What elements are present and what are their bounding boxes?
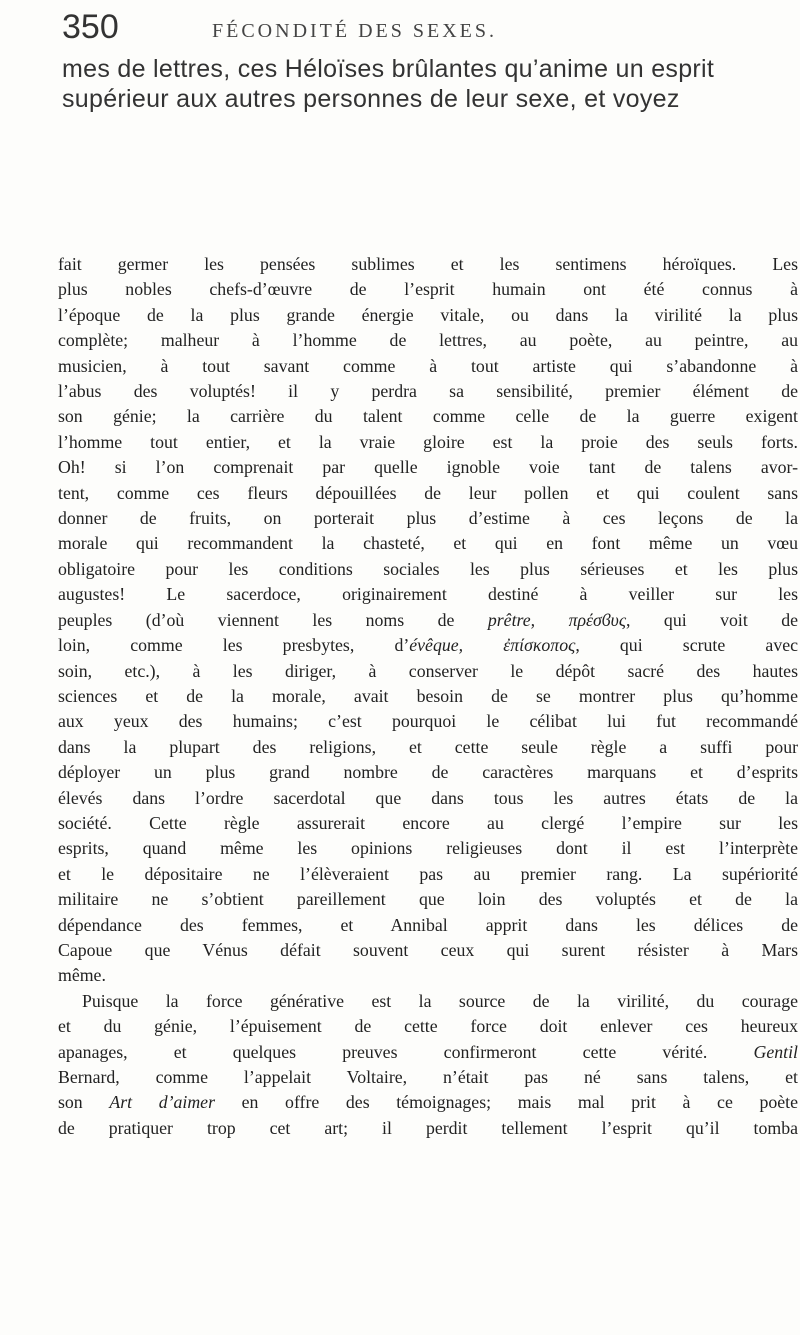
text-line: Puisque la force générative est la source de la virilité, du courage: [82, 990, 798, 1011]
text-line: [58, 608, 798, 633]
body-text: [58, 252, 798, 1141]
text-line: même.: [58, 965, 106, 986]
text-line: [58, 633, 798, 658]
text-line: augustes! Le sacerdoce, originairement destiné à veiller sur les: [58, 584, 798, 605]
italic-word-eveque: évêque,: [409, 635, 504, 656]
line-segment: , qui scrute avec: [575, 635, 798, 656]
text-line: l’homme tout entier, et la vraie gloire est la proie des seuls forts.: [58, 431, 798, 452]
italic-title-art-d-aimer: Art d’aimer: [109, 1092, 215, 1113]
running-title: FÉCONDITÉ DES SEXES.: [212, 20, 498, 42]
page-header: [62, 8, 762, 48]
text-line: mes de lettres, ces Héloïses brûlantes qu’anime un esprit: [62, 55, 715, 83]
text-line: déployer un plus grand nombre de caractères marquans et d’esprits: [58, 762, 798, 783]
line-segment: , qui voit de: [626, 609, 799, 630]
line-segment: son: [58, 1092, 110, 1113]
text-line: dans la plupart des religions, et cette seule règle a suffi pour: [58, 736, 798, 757]
text-line: fait germer les pensées sublimes et les sentimens héroïques. Les: [58, 254, 798, 274]
text-line: tent, comme ces fleurs dépouillées de leur pollen et qui coulent sans: [58, 482, 798, 503]
text-line: l’époque de la plus grande énergie vitale, ou dans la virilité la plus: [58, 304, 798, 325]
text-line: soin, etc.), à les diriger, à conserver le dépôt sacré des hautes: [58, 660, 798, 681]
line-segment: apanages, et quelques preuves confirmeront cette vérité.: [58, 1041, 754, 1062]
text-line: obligatoire pour les conditions sociales les plus sérieuses et les plus: [58, 558, 798, 579]
line-segment: loin, comme les presbytes, d’: [58, 635, 410, 656]
text-line: supérieur aux autres personnes de leur sexe, et voyez: [62, 85, 680, 113]
text-line: donner de fruits, on porterait plus d’estime à ces leçons de la: [58, 508, 798, 529]
text-line: esprits, quand même les opinions religieuses dont il est l’interprète: [58, 838, 798, 859]
text-line: [58, 1040, 798, 1065]
greek-word-episkopos: ἐπίσκοπος: [503, 635, 576, 656]
text-line: complète; malheur à l’homme de lettres, au poète, au peintre, au: [58, 330, 798, 351]
text-line: morale qui recommandent la chasteté, et qui en font même un vœu: [58, 533, 798, 554]
line-segment: peuples (d’où viennent les noms de: [58, 609, 488, 630]
text-line: [58, 1090, 798, 1115]
text-line: et du génie, l’épuisement de cette force doit enlever ces heureux: [58, 1016, 798, 1037]
text-line: dépendance des femmes, et Annibal apprit dans les délices de: [58, 914, 798, 935]
text-line: société. Cette règle assurerait encore au clergé l’empire sur les: [58, 812, 798, 833]
line-segment: en offre des témoignages; mais mal prit à ce poète: [215, 1092, 798, 1113]
text-line: plus nobles chefs-d’œuvre de l’esprit humain ont été connus à: [58, 279, 798, 300]
italic-name-gentil: Gentil: [753, 1041, 798, 1062]
text-line: élevés dans l’ordre sacerdotal que dans tous les autres états de la: [58, 787, 798, 808]
italic-word-pretre: prêtre,: [487, 609, 569, 630]
text-line: et le dépositaire ne l’élèveraient pas au premier rang. La supériorité: [58, 863, 798, 884]
text-line: Bernard, comme l’appelait Voltaire, n’était pas né sans talens, et: [58, 1067, 798, 1087]
text-line: aux yeux des humains; c’est pourquoi le célibat lui fut recommandé: [58, 711, 798, 732]
text-line: de pratiquer trop cet art; il perdit tellement l’esprit qu’il tomba: [58, 1117, 798, 1138]
text-line: sciences et de la morale, avait besoin de se montrer plus qu’homme: [58, 685, 798, 706]
text-line: son génie; la carrière du talent comme celle de la guerre exigent: [58, 406, 798, 427]
text-line: Oh! si l’on comprenait par quelle ignoble voie tant de talens avor-: [58, 457, 798, 478]
text-line: l’abus des voluptés! il y perdra sa sensibilité, premier élément de: [58, 381, 798, 402]
continued-paragraph: [62, 54, 797, 114]
text-line: militaire ne s’obtient pareillement que loin des voluptés et de la: [58, 889, 798, 910]
text-line: musicien, à tout savant comme à tout artiste qui s’abandonne à: [58, 355, 798, 376]
greek-word-presbys: πρέσϐυς: [568, 609, 627, 630]
text-line: Capoue que Vénus défait souvent ceux qui surent résister à Mars: [58, 939, 798, 960]
page-number: 350: [62, 8, 119, 46]
